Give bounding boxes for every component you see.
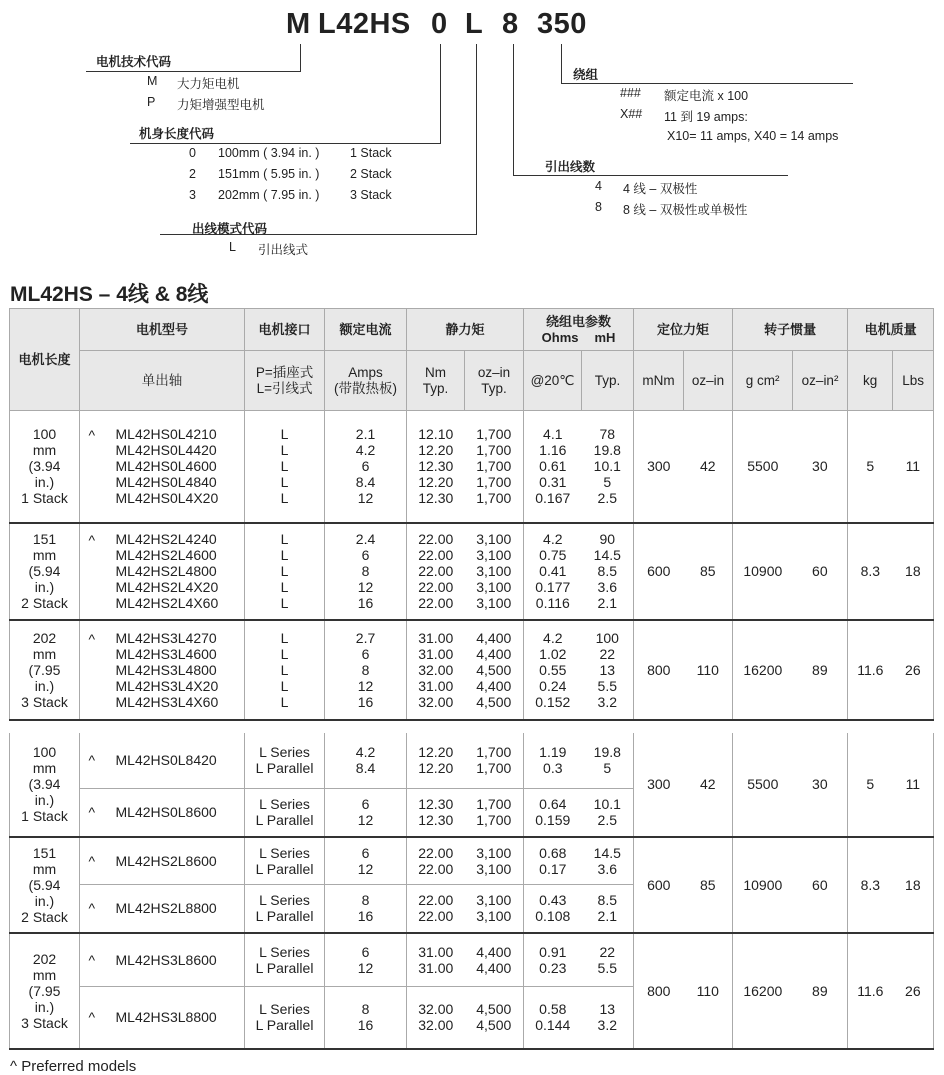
cell-amps: 8 16 — [325, 885, 407, 933]
th-model: 电机型号 — [80, 309, 245, 351]
cell-mh: 100 22 13 5.5 3.2 — [582, 620, 634, 720]
th-gcm2: g cm² — [733, 351, 793, 411]
cell-ozin: 3,100 3,100 — [465, 837, 524, 885]
cell-ozin: 1,700 1,700 — [465, 733, 524, 789]
lead-style-desc: 引出线式 — [258, 243, 309, 257]
pn-length: 0 — [431, 8, 448, 40]
cell-detent-ozin: 110 — [684, 620, 733, 720]
preferred-caret: ^ — [80, 620, 104, 720]
body-length-stack: 3 Stack — [350, 188, 392, 202]
cell-ohm: 0.43 0.108 — [524, 885, 582, 933]
body-length-code: 0 — [189, 146, 196, 160]
cell-interface: L L L L L — [245, 411, 325, 523]
table-row — [10, 620, 934, 720]
cell-amps: 2.4 6 8 12 16 — [325, 523, 407, 620]
th-nm: Nm Typ. — [407, 351, 465, 411]
preferred-caret: ^ — [80, 789, 104, 837]
cell-ohm: 4.1 1.16 0.61 0.31 0.167 — [524, 411, 582, 523]
cell-ohm: 1.19 0.3 — [524, 733, 582, 789]
cell-lbs: 18 — [893, 837, 934, 933]
cell-mh: 22 5.5 — [582, 933, 634, 987]
lead-style-title: 出线模式代码 — [192, 222, 268, 236]
th-mnm: mNm — [634, 351, 684, 411]
cell-length: 151 mm (5.94 in.) 2 Stack — [10, 523, 80, 620]
table-row — [10, 933, 934, 987]
pn-leads: 8 — [502, 8, 519, 40]
cell-amps: 8 16 — [325, 987, 407, 1049]
th-interface: 电机接口 — [245, 309, 325, 351]
cell-kg: 5 — [848, 411, 893, 523]
cell-lbs: 11 — [893, 411, 934, 523]
leads-title: 引出线数 — [545, 160, 596, 174]
cell-interface: L Series L Parallel — [245, 933, 325, 987]
cell-interface: L L L L L — [245, 620, 325, 720]
cell-mnm: 300 — [634, 733, 684, 837]
body-length-code: 2 — [189, 167, 196, 181]
cell-model: ML42HS3L8800 — [104, 987, 245, 1049]
body-length-stack: 2 Stack — [350, 167, 392, 181]
th-ozin2: oz–in² — [793, 351, 848, 411]
cell-kg: 11.6 — [848, 933, 893, 1049]
cell-model: ML42HS0L4210 ML42HS0L4420 ML42HS0L4600 ML42HS0L4840 ML42HS0L4X20 — [104, 411, 245, 523]
cell-ozin: 4,400 4,400 — [465, 933, 524, 987]
cell-detent-ozin: 42 — [684, 733, 733, 837]
cell-mh: 14.5 3.6 — [582, 837, 634, 885]
cell-amps: 2.1 4.2 6 8.4 12 — [325, 411, 407, 523]
cell-length: 202 mm (7.95 in.) 3 Stack — [10, 620, 80, 720]
cell-interface: L L L L L — [245, 523, 325, 620]
cell-ozin2: 60 — [793, 523, 848, 620]
cell-model: ML42HS0L8420 — [104, 733, 245, 789]
cell-interface: L Series L Parallel — [245, 987, 325, 1049]
th-lbs: Lbs — [893, 351, 934, 411]
section-title: ML42HS – 4线 & 8线 — [10, 283, 209, 306]
preferred-caret: ^ — [80, 523, 104, 620]
cell-gcm2: 5500 — [733, 411, 793, 523]
cell-lbs: 11 — [893, 733, 934, 837]
leads-code: 8 — [595, 200, 602, 214]
pn-series: L42HS — [318, 8, 411, 40]
cell-ozin: 4,400 4,400 4,500 4,400 4,500 — [465, 620, 524, 720]
cell-ozin: 3,100 3,100 — [465, 885, 524, 933]
leads-desc: 4 线 – 双极性 — [623, 182, 698, 196]
cell-model: ML42HS2L8800 — [104, 885, 245, 933]
footnote: ^ Preferred models — [10, 1058, 137, 1075]
preferred-caret: ^ — [80, 733, 104, 789]
th-ozin: oz–in Typ. — [465, 351, 524, 411]
winding-code: ### — [620, 86, 641, 100]
cell-nm: 12.10 12.20 12.30 12.20 12.30 — [407, 411, 465, 523]
leads-desc: 8 线 – 双极性或单极性 — [623, 203, 748, 217]
cell-mh: 13 3.2 — [582, 987, 634, 1049]
body-length-size: 100mm ( 3.94 in. ) — [218, 146, 320, 160]
th-interface-sub: P=插座式 L=引线式 — [245, 351, 325, 411]
th-detent: 定位力矩 — [634, 309, 733, 351]
preferred-caret: ^ — [80, 987, 104, 1049]
cell-detent-ozin: 42 — [684, 411, 733, 523]
cell-interface: L Series L Parallel — [245, 789, 325, 837]
winding-desc: X10= 11 amps, X40 = 14 amps — [667, 129, 839, 143]
th-length: 电机长度 — [10, 309, 80, 411]
cell-length: 100 mm (3.94 in.) 1 Stack — [10, 411, 80, 523]
cell-mh: 78 19.8 10.1 5 2.5 — [582, 411, 634, 523]
cell-nm: 12.20 12.20 — [407, 733, 465, 789]
th-current: 额定电流 — [325, 309, 407, 351]
cell-ozin: 1,700 1,700 — [465, 789, 524, 837]
cell-interface: L Series L Parallel — [245, 733, 325, 789]
th-inertia: 转子惯量 — [733, 309, 848, 351]
preferred-caret: ^ — [80, 837, 104, 885]
motor-tech-code: M — [147, 74, 158, 88]
th-torque: 静力矩 — [407, 309, 524, 351]
th-mh: Typ. — [582, 351, 634, 411]
cell-kg: 8.3 — [848, 523, 893, 620]
cell-interface: L Series L Parallel — [245, 837, 325, 885]
cell-length: 100 mm (3.94 in.) 1 Stack — [10, 733, 80, 837]
cell-lbs: 26 — [893, 933, 934, 1049]
preferred-caret: ^ — [80, 885, 104, 933]
leads-code: 4 — [595, 179, 602, 193]
cell-amps: 2.7 6 8 12 16 — [325, 620, 407, 720]
cell-gcm2: 16200 — [733, 620, 793, 720]
cell-mnm: 600 — [634, 837, 684, 933]
cell-ohm: 0.91 0.23 — [524, 933, 582, 987]
cell-ohm: 0.64 0.159 — [524, 789, 582, 837]
cell-lbs: 18 — [893, 523, 934, 620]
th-kg: kg — [848, 351, 893, 411]
th-single-shaft: 单出轴 — [80, 351, 245, 411]
body-length-code: 3 — [189, 188, 196, 202]
cell-ozin2: 89 — [793, 933, 848, 1049]
cell-length: 202 mm (7.95 in.) 3 Stack — [10, 933, 80, 1049]
cell-ozin2: 30 — [793, 411, 848, 523]
table-row — [10, 523, 934, 620]
cell-model: ML42HS3L8600 — [104, 933, 245, 987]
cell-detent-ozin: 85 — [684, 837, 733, 933]
pn-lead: L — [465, 8, 484, 40]
cell-mnm: 600 — [634, 523, 684, 620]
body-length-size: 151mm ( 5.95 in. ) — [218, 167, 320, 181]
cell-ozin: 3,100 3,100 3,100 3,100 3,100 — [465, 523, 524, 620]
cell-gcm2: 16200 — [733, 933, 793, 1049]
cell-nm: 22.00 22.00 — [407, 885, 465, 933]
cell-ohm: 4.2 0.75 0.41 0.177 0.116 — [524, 523, 582, 620]
cell-detent-ozin: 85 — [684, 523, 733, 620]
cell-ozin2: 60 — [793, 837, 848, 933]
cell-ohm: 0.68 0.17 — [524, 837, 582, 885]
cell-gcm2: 10900 — [733, 523, 793, 620]
cell-mh: 19.8 5 — [582, 733, 634, 789]
winding-code: X## — [620, 107, 643, 121]
motor-tech-code: P — [147, 95, 156, 109]
cell-amps: 4.2 8.4 — [325, 733, 407, 789]
preferred-caret: ^ — [80, 411, 104, 523]
cell-amps: 6 12 — [325, 933, 407, 987]
cell-detent-ozin: 110 — [684, 933, 733, 1049]
cell-amps: 6 12 — [325, 789, 407, 837]
cell-model: ML42HS0L8600 — [104, 789, 245, 837]
cell-model: ML42HS2L8600 — [104, 837, 245, 885]
winding-title: 绕组 — [573, 68, 599, 82]
cell-model: ML42HS3L4270 ML42HS3L4600 ML42HS3L4800 ML42HS3L4X20 ML42HS3L4X60 — [104, 620, 245, 720]
cell-mnm: 800 — [634, 933, 684, 1049]
cell-length: 151 mm (5.94 in.) 2 Stack — [10, 837, 80, 933]
cell-nm: 22.00 22.00 — [407, 837, 465, 885]
cell-kg: 8.3 — [848, 837, 893, 933]
cell-mnm: 300 — [634, 411, 684, 523]
cell-nm: 22.00 22.00 22.00 22.00 22.00 — [407, 523, 465, 620]
cell-nm: 31.00 31.00 32.00 31.00 32.00 — [407, 620, 465, 720]
pn-tech: M — [286, 8, 311, 40]
th-detent-ozin: oz–in — [684, 351, 733, 411]
body-length-stack: 1 Stack — [350, 146, 392, 160]
preferred-caret: ^ — [80, 933, 104, 987]
cell-ozin: 4,500 4,500 — [465, 987, 524, 1049]
cell-gcm2: 10900 — [733, 837, 793, 933]
cell-kg: 11.6 — [848, 620, 893, 720]
cell-mnm: 800 — [634, 620, 684, 720]
cell-ozin2: 30 — [793, 733, 848, 837]
cell-mh: 8.5 2.1 — [582, 885, 634, 933]
th-ohm: @20℃ — [524, 351, 582, 411]
th-amps: Amps (带散热板) — [325, 351, 407, 411]
spec-table — [9, 308, 934, 1050]
cell-model: ML42HS2L4240 ML42HS2L4600 ML42HS2L4800 ML42HS2L4X20 ML42HS2L4X60 — [104, 523, 245, 620]
cell-interface: L Series L Parallel — [245, 885, 325, 933]
cell-ozin2: 89 — [793, 620, 848, 720]
body-length-size: 202mm ( 7.95 in. ) — [218, 188, 320, 202]
motor-tech-desc: 大力矩电机 — [177, 77, 240, 91]
th-winding: 绕组电参数 Ohms mH — [524, 309, 634, 351]
cell-ohm: 4.2 1.02 0.55 0.24 0.152 — [524, 620, 582, 720]
cell-nm: 12.30 12.30 — [407, 789, 465, 837]
motor-tech-desc: 力矩增强型电机 — [177, 98, 265, 112]
table-row — [10, 837, 934, 885]
cell-mh: 90 14.5 8.5 3.6 2.1 — [582, 523, 634, 620]
cell-lbs: 26 — [893, 620, 934, 720]
cell-mh: 10.1 2.5 — [582, 789, 634, 837]
winding-desc: 11 到 19 amps: — [664, 110, 748, 124]
body-length-title: 机身长度代码 — [139, 127, 215, 141]
pn-winding: 350 — [537, 8, 587, 40]
cell-nm: 32.00 32.00 — [407, 987, 465, 1049]
cell-nm: 31.00 31.00 — [407, 933, 465, 987]
cell-kg: 5 — [848, 733, 893, 837]
cell-ozin: 1,700 1,700 1,700 1,700 1,700 — [465, 411, 524, 523]
table-row — [10, 733, 934, 789]
th-mass: 电机质量 — [848, 309, 934, 351]
motor-tech-title: 电机技术代码 — [96, 55, 172, 69]
cell-gcm2: 5500 — [733, 733, 793, 837]
table-row — [10, 411, 934, 523]
cell-amps: 6 12 — [325, 837, 407, 885]
lead-style-code: L — [229, 240, 236, 254]
winding-desc: 额定电流 x 100 — [664, 89, 749, 103]
cell-ohm: 0.58 0.144 — [524, 987, 582, 1049]
